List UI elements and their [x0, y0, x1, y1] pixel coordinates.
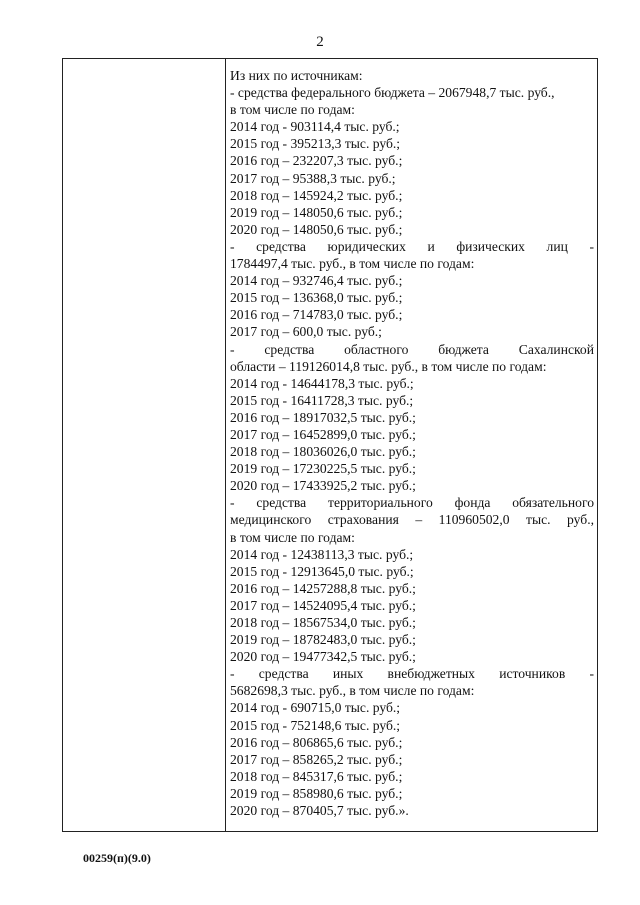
regional-budget-heading: - средства областного бюджета Сахалинской	[230, 341, 594, 357]
regional-year-line: 2019 год – 17230225,5 тыс. руб.;	[230, 461, 416, 477]
insurance-fund-year-line: 2019 год – 18782483,0 тыс. руб.;	[230, 632, 416, 648]
insurance-fund-heading: - средства территориального фонда обязательного	[230, 495, 594, 511]
regional-year-line: 2020 год – 17433925,2 тыс. руб.;	[230, 478, 416, 494]
legal-persons-year-line: 2015 год – 136368,0 тыс. руб.;	[230, 290, 403, 306]
legal-persons-year-line: 2017 год – 600,0 тыс. руб.;	[230, 324, 382, 340]
federal-year-line: 2018 год – 145924,2 тыс. руб.;	[230, 187, 403, 203]
other-sources-year-line: 2016 год – 806865,6 тыс. руб.;	[230, 734, 403, 750]
funding-sources-cell	[230, 67, 594, 819]
other-sources-year-line: 2017 год – 858265,2 тыс. руб.;	[230, 751, 403, 767]
federal-budget-total: - средства федерального бюджета – 2067948,7 тыс. руб.,	[230, 85, 555, 101]
federal-year-line: 2017 год – 95388,3 тыс. руб.;	[230, 170, 396, 186]
federal-year-line: 2014 год - 903114,4 тыс. руб.;	[230, 119, 400, 135]
regional-budget-total: области – 119126014,8 тыс. руб., в том числе по годам:	[230, 358, 547, 374]
regional-year-line: 2015 год - 16411728,3 тыс. руб.;	[230, 392, 414, 408]
regional-year-line: 2018 год – 18036026,0 тыс. руб.;	[230, 444, 416, 460]
legal-persons-year-line: 2016 год – 714783,0 тыс. руб.;	[230, 307, 403, 323]
legal-persons-year-line: 2014 год – 932746,4 тыс. руб.;	[230, 273, 403, 289]
insurance-fund-year-line: 2015 год - 12913645,0 тыс. руб.;	[230, 563, 414, 579]
column-divider	[225, 59, 226, 831]
federal-year-line: 2019 год – 148050,6 тыс. руб.;	[230, 204, 403, 220]
legal-persons-heading: - средства юридических и физических лиц -	[230, 238, 594, 254]
other-sources-year-line: 2020 год – 870405,7 тыс. руб.».	[230, 803, 409, 819]
other-sources-total: 5682698,3 тыс. руб., в том числе по годам:	[230, 683, 475, 699]
insurance-fund-year-line: 2016 год – 14257288,8 тыс. руб.;	[230, 580, 416, 596]
insurance-fund-year-line: 2017 год – 14524095,4 тыс. руб.;	[230, 597, 416, 613]
table-left-cell	[63, 59, 225, 831]
federal-year-line: 2016 год – 232207,3 тыс. руб.;	[230, 153, 403, 169]
other-sources-year-line: 2014 год - 690715,0 тыс. руб.;	[230, 700, 401, 716]
page-number: 2	[316, 34, 324, 50]
insurance-fund-year-line: 2018 год – 18567534,0 тыс. руб.;	[230, 615, 416, 630]
other-sources-year-line: 2015 год - 752148,6 тыс. руб.;	[230, 717, 401, 733]
federal-year-line: 2015 год - 395213,3 тыс. руб.;	[230, 136, 401, 152]
insurance-fund-year-line: 2014 год - 12438113,3 тыс. руб.;	[230, 546, 414, 562]
insurance-fund-total: медицинского страхования – 110960502,0 тыс. руб.,	[230, 512, 594, 528]
insurance-fund-year-line: 2020 год – 19477342,5 тыс. руб.;	[230, 649, 416, 665]
federal-year-line: 2020 год – 148050,6 тыс. руб.;	[230, 221, 403, 237]
other-sources-heading: - средства иных внебюджетных источников -	[230, 666, 594, 682]
legal-persons-total: 1784497,4 тыс. руб., в том числе по годам:	[230, 256, 475, 272]
sources-intro: Из них по источникам:	[230, 68, 363, 83]
federal-budget-subtitle: в том числе по годам:	[230, 102, 355, 118]
other-sources-year-line: 2019 год – 858980,6 тыс. руб.;	[230, 785, 403, 801]
document-code: 00259(п)(9.0)	[83, 851, 151, 865]
funding-table	[62, 58, 598, 832]
other-sources-year-line: 2018 год – 845317,6 тыс. руб.;	[230, 768, 403, 784]
regional-year-line: 2014 год - 14644178,3 тыс. руб.;	[230, 375, 414, 391]
regional-year-line: 2017 год – 16452899,0 тыс. руб.;	[230, 426, 416, 442]
insurance-fund-subtitle: в том числе по годам:	[230, 529, 355, 545]
regional-year-line: 2016 год – 18917032,5 тыс. руб.;	[230, 409, 416, 425]
